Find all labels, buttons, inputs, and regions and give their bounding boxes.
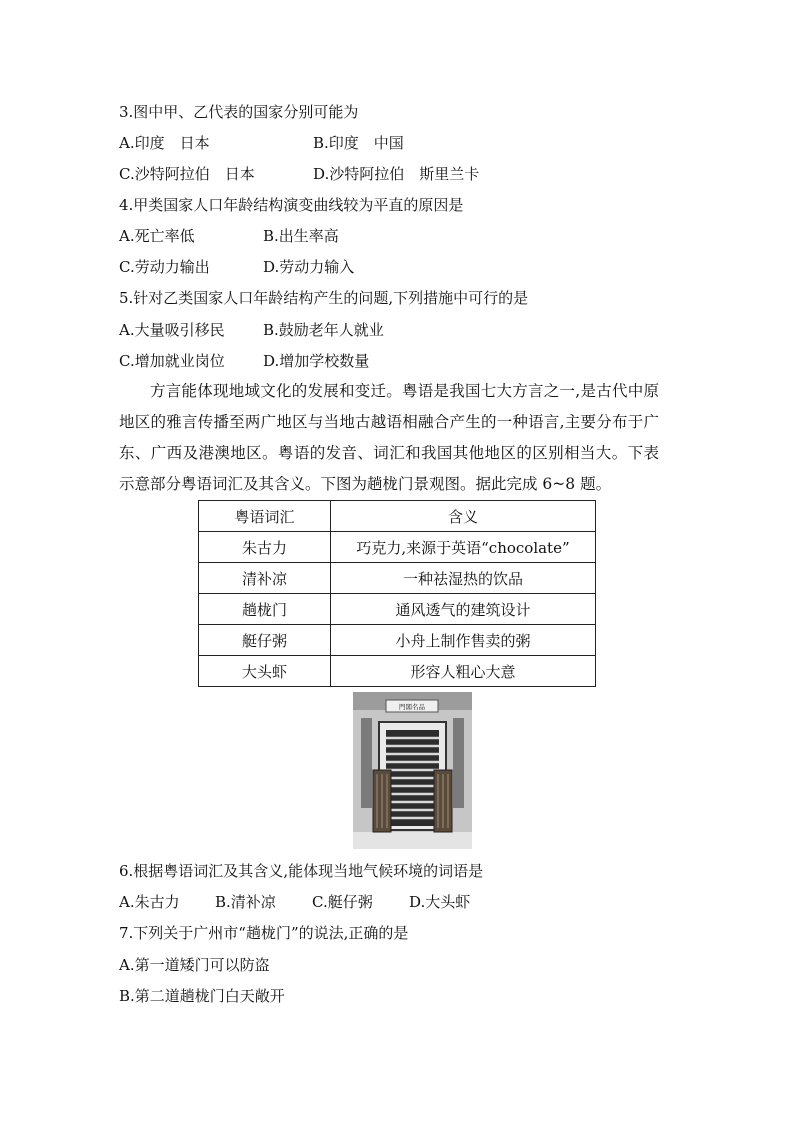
header-meaning: 含义	[331, 501, 596, 532]
cell-meaning: 巧克力,来源于英语“chocolate”	[331, 532, 596, 563]
q4-option-a: A.死亡率低	[119, 227, 195, 245]
q3-option-d: D.沙特阿拉伯 斯里兰卡	[313, 165, 480, 183]
q3-option-c: C.沙特阿拉伯 日本	[119, 165, 255, 183]
q6-option-d: D.大头虾	[409, 893, 471, 911]
cell-word: 艇仔粥	[199, 625, 331, 656]
q7-option-a: A.第一道矮门可以防盗	[119, 956, 270, 974]
cell-meaning: 形容人粗心大意	[331, 656, 596, 687]
q5-option-c: C.增加就业岗位	[119, 352, 225, 370]
cell-meaning: 小舟上制作售卖的粥	[331, 625, 596, 656]
cell-meaning: 一种祛湿热的饮品	[331, 563, 596, 594]
q4-stem: 4.甲类国家人口年龄结构演变曲线较为平直的原因是	[119, 196, 464, 214]
cantonese-vocab-table	[198, 500, 596, 687]
tanglong-door-photo	[353, 692, 472, 849]
q5-option-a: A.大量吸引移民	[119, 321, 225, 339]
q4-option-c: C.劳动力输出	[119, 258, 210, 276]
q7-option-b: B.第二道趟栊门白天敞开	[119, 987, 285, 1005]
door-illustration	[353, 692, 472, 849]
q5-stem: 5.针对乙类国家人口年龄结构产生的问题,下列措施中可行的是	[119, 289, 529, 307]
q3-option-b: B.印度 中国	[313, 134, 404, 152]
cell-meaning: 通风透气的建筑设计	[331, 594, 596, 625]
q7-stem: 7.下列关于广州市“趟栊门”的说法,正确的是	[119, 924, 409, 942]
table-header-row	[199, 501, 596, 532]
cell-word: 大头虾	[199, 656, 331, 687]
table-row	[199, 563, 596, 594]
q6-stem: 6.根据粤语词汇及其含义,能体现当地气候环境的词语是	[119, 862, 484, 880]
q4-option-b: B.出生率高	[263, 227, 339, 245]
cell-word: 清补凉	[199, 563, 331, 594]
q3-stem: 3.图中甲、乙代表的国家分别可能为	[119, 103, 359, 121]
table-row	[199, 656, 596, 687]
q6-option-b: B.清补凉	[215, 893, 276, 911]
table-row	[199, 625, 596, 656]
door-plaque-text: 門閣名品	[399, 703, 425, 711]
q5-option-b: B.鼓励老年人就业	[263, 321, 384, 339]
passage-paragraph: 方言能体现地域文化的发展和变迁。粤语是我国七大方言之一,是古代中原地区的雅言传播至两广地区与当地古越语相融合产生的一种语言,主要分布于广东、广西及港澳地区。粤语的发音、词汇和我国其他地区的区别相当大。下表示意部分粤语词汇及其含义。下图为趟栊门景观图。据此完成 6~8 题。	[119, 382, 659, 493]
q6-option-c: C.艇仔粥	[312, 893, 373, 911]
cell-word: 朱古力	[199, 532, 331, 563]
q3-option-a: A.印度 日本	[119, 134, 210, 152]
cell-word: 趟栊门	[199, 594, 331, 625]
q5-option-d: D.增加学校数量	[263, 352, 370, 370]
q4-option-d: D.劳动力输入	[263, 258, 355, 276]
q6-option-a: A.朱古力	[119, 893, 180, 911]
table-row	[199, 594, 596, 625]
table-row	[199, 532, 596, 563]
header-word: 粤语词汇	[199, 501, 331, 532]
